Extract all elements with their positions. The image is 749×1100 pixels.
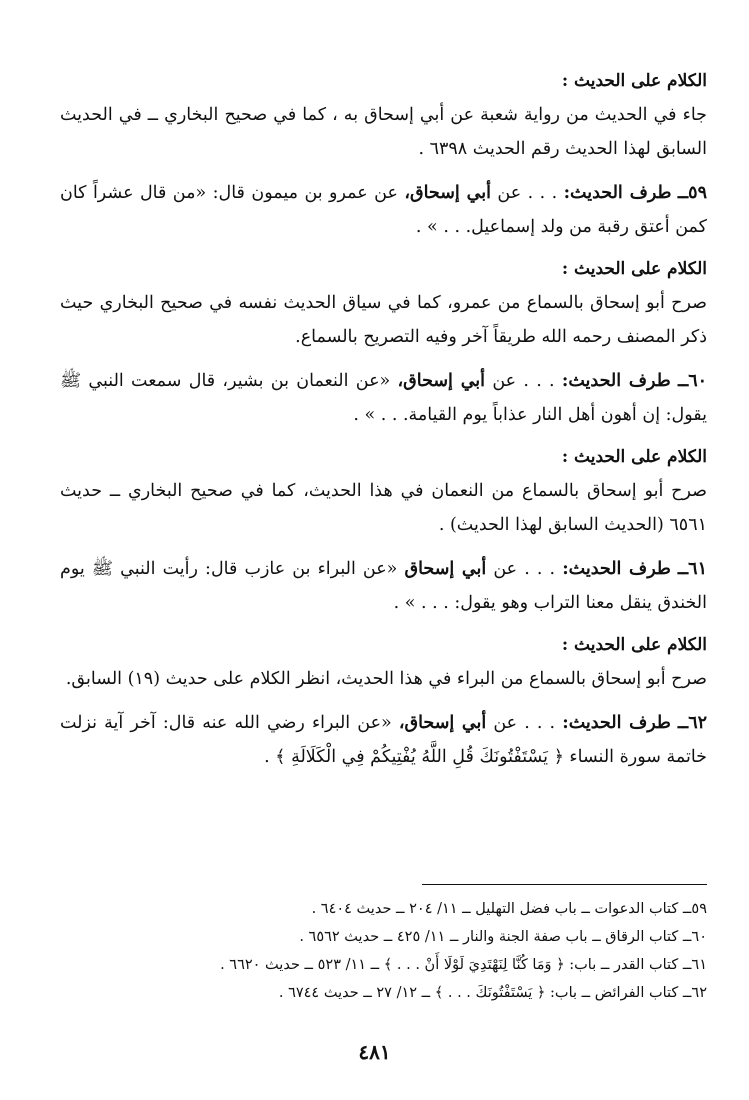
hadith-rest: عن عمرو بن ميمون قال: «من قال عشراً كان كمن أعتق رقبة من ولد إسماعيل. . . » . [60,183,707,237]
footnote: ٦٢ــ كتاب الفرائض ــ باب: ﴿ يَسْتَفْتُونَكَ . . . ﴾ ــ ١٢/ ٢٧ ــ حديث ٦٧٤٤ . [278,985,707,1001]
hadith-text [60,176,707,244]
footnote: ٦١ــ كتاب القدر ــ باب: ﴿ وَمَا كُنَّا لِنَهْتَدِيَ لَوْلَا أَنْ . . . ﴾ ــ ١١/ ٥٢٣ ــ حديث ٦٦٢٠ . [220,957,707,973]
hadith-narrator: أبي إسحاق [404,559,487,579]
footnote: ٦٠ــ كتاب الرقاق ــ باب صفة الجنة والنار ــ ١١/ ٤٢٥ ــ حديث ٦٥٦٢ . [299,929,707,945]
hadith-rest: «عن البراء رضي الله عنه قال: آخر آية نزلت خاتمة سورة النساء ﴿ يَسْتَفْتُونَكَ قُلِ اللَّهُ يُفْتِيكُمْ فِي الْكَلَالَةِ ﴾ . [60,713,707,767]
hadith-narrator: أبي إسحاق، [398,713,487,733]
hadith-label: طرف الحديث: [562,559,671,579]
hadith-text [60,364,707,432]
commentary-heading: الكلام على الحديث : [561,71,707,91]
commentary-text: صرح أبو إسحاق بالسماع من البراء في هذا الحديث، انظر الكلام على حديث (١٩) السابق. [65,669,707,689]
hadith-dots: . . . عن [485,371,562,391]
hadith-rest: «عن البراء بن عازب قال: رأيت النبي ﷺ يوم الخندق ينقل معنا التراب وهو يقول: . . . » . [60,559,707,613]
hadith-number: ٦٠ــ [677,371,708,391]
hadith-narrator: أبي إسحاق، [397,371,486,391]
hadith-text [60,706,707,774]
hadith-entry [60,176,707,244]
hadith-number: ٥٩ــ [677,183,707,203]
commentary-block [60,254,707,354]
commentary-block [60,66,707,166]
footnotes [60,895,707,1007]
hadith-dots: . . . عن [486,713,563,733]
commentary-heading: الكلام على الحديث : [561,259,707,279]
commentary-heading: الكلام على الحديث : [561,635,707,655]
commentary-text: صرح أبو إسحاق بالسماع من عمرو، كما في سياق الحديث نفسه في صحيح البخاري حيث ذكر المصنف رحمه الله طريقاً آخر وفيه التصريح بالسماع. [60,293,707,347]
hadith-rest: «عن النعمان بن بشير، قال سمعت النبي ﷺ يقول: إن أهون أهل النار عذاباً يوم القيامة. . . » . [60,371,707,425]
hadith-narrator: أبي إسحاق، [404,183,491,203]
hadith-label: طرف الحديث: [561,371,671,391]
hadith-entry [60,552,707,620]
hadith-number: ٦٢ــ [677,713,707,733]
commentary-text: صرح أبو إسحاق بالسماع من النعمان في هذا الحديث، كما في صحيح البخاري ــ حديث ٦٥٦١ (الحديث السابق لهذا الحديث) . [60,481,707,535]
hadith-dots: . . . عن [486,559,563,579]
hadith-label: طرف الحديث: [563,183,672,203]
commentary-block [60,442,707,542]
hadith-entry [60,364,707,432]
hadith-text [60,552,707,620]
commentary-block [60,630,707,696]
hadith-label: طرف الحديث: [562,713,671,733]
footnote-divider [422,884,707,885]
hadith-dots: . . . عن [491,183,564,203]
hadith-entry [60,706,707,774]
commentary-text: جاء في الحديث من رواية شعبة عن أبي إسحاق به ، كما في صحيح البخاري ــ في الحديث السابق لهذا الحديث رقم الحديث ٦٣٩٨ . [60,105,707,159]
hadith-number: ٦١ــ [677,559,707,579]
footnote: ٥٩ــ كتاب الدعوات ــ باب فضل التهليل ــ ١١/ ٢٠٤ ــ حديث ٦٤٠٤ . [311,901,707,917]
page-number: ٤٨١ [358,1040,391,1064]
page-content [60,62,707,784]
commentary-heading: الكلام على الحديث : [561,447,707,467]
